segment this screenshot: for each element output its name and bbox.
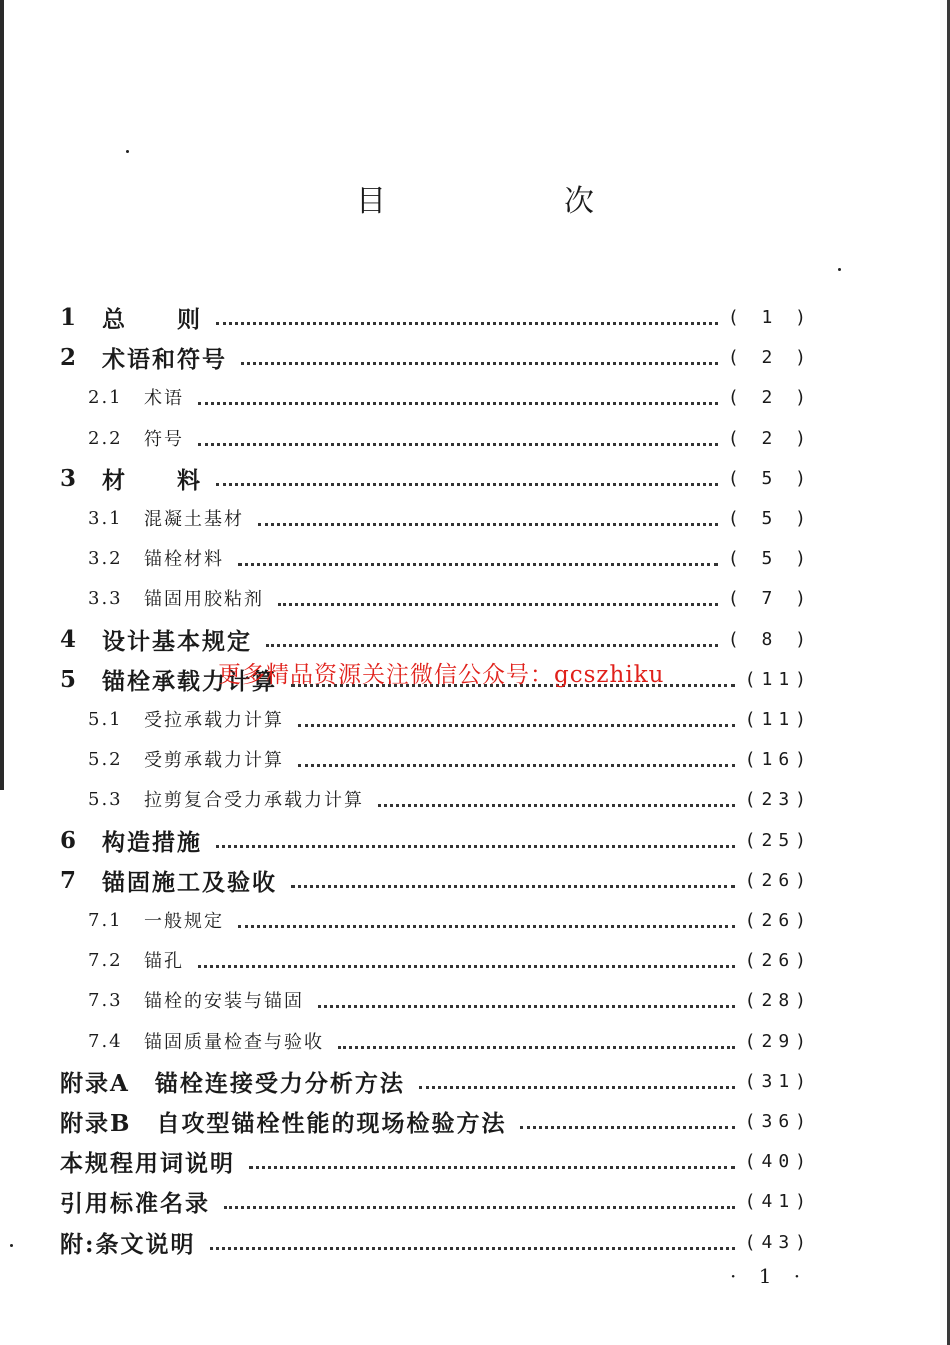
toc-entry-label: 术语 [144, 388, 184, 409]
toc-entry-label: 受剪承载力计算 [144, 750, 284, 771]
toc-entry-number: 3.1 [88, 507, 123, 529]
toc-entry-page: (26) [744, 949, 812, 971]
toc-entry-label: 锚固质量检查与验收 [144, 1032, 324, 1053]
toc-entry[interactable] [60, 342, 812, 372]
toc-entry-label: 锚固用胶粘剂 [144, 589, 264, 610]
scan-speck [126, 150, 129, 153]
toc-leader-dots [198, 442, 718, 446]
toc-entry[interactable] [88, 503, 812, 533]
toc-entry[interactable] [60, 302, 812, 332]
toc-leader-dots [291, 884, 735, 888]
footer-page-number: · 1 · [730, 1264, 809, 1288]
toc-entry-label: 符号 [144, 429, 184, 450]
toc-entry-number: 2.2 [88, 427, 123, 449]
toc-entry-label: 附:条文说明 [60, 1230, 196, 1258]
toc-entry-page: (41) [744, 1190, 812, 1212]
toc-entry-label: 材 料 [102, 466, 202, 494]
toc-entry-page: ( 5 ) [727, 467, 812, 489]
toc-entry-label: 设计基本规定 [102, 627, 252, 655]
toc-entry[interactable] [88, 1026, 812, 1056]
toc-entry-label: 附录A 锚栓连接受力分析方法 [60, 1069, 405, 1097]
toc-entry-page: (29) [744, 1030, 812, 1052]
toc-entry-number: 3.3 [88, 587, 123, 609]
toc-entry[interactable] [88, 905, 812, 935]
scan-edge-left [0, 0, 4, 790]
toc-entry-page: ( 2 ) [727, 386, 812, 408]
toc-leader-dots [520, 1125, 734, 1129]
toc-leader-dots [238, 562, 718, 566]
toc-entry-page: (25) [744, 829, 812, 851]
toc-leader-dots [198, 964, 735, 968]
toc-entry-label: 术语和符号 [102, 345, 227, 373]
toc-entry-page: (26) [744, 869, 812, 891]
scan-speck [838, 268, 841, 271]
toc-leader-dots [298, 763, 735, 767]
toc-entry-number: 7.1 [88, 909, 123, 931]
toc-entry-number: 7.3 [88, 989, 123, 1011]
toc-leader-dots [298, 723, 735, 727]
toc-leader-dots [419, 1085, 735, 1089]
toc-entry[interactable] [60, 865, 812, 895]
toc-entry[interactable] [88, 744, 812, 774]
toc-entry-number: 6 [60, 826, 79, 854]
toc-entry-number: 7.4 [88, 1030, 123, 1052]
toc-entry[interactable] [60, 1146, 812, 1176]
toc-leader-dots [249, 1165, 735, 1169]
toc-entry-label: 锚栓承载力计算 [102, 667, 277, 695]
toc-entry-page: (11) [744, 668, 812, 690]
toc-entry-number: 7 [60, 866, 79, 894]
toc-entry-page: ( 2 ) [727, 427, 812, 449]
toc-entry-label: 锚栓的安装与锚固 [144, 991, 304, 1012]
toc-entry-number: 3.2 [88, 547, 123, 569]
toc-entry-number: 7.2 [88, 949, 123, 971]
toc-entry-label: 引用标准名录 [60, 1189, 210, 1217]
toc-leader-dots [241, 361, 718, 365]
toc-leader-dots [378, 803, 735, 807]
toc-entry[interactable] [60, 624, 812, 654]
toc-entry[interactable] [60, 1227, 812, 1257]
toc-entry-page: ( 1 ) [727, 306, 812, 328]
toc-entry-label: 构造措施 [102, 828, 202, 856]
toc-entry[interactable] [88, 583, 812, 613]
toc-leader-dots [278, 602, 718, 606]
toc-entry-label: 锚栓材料 [144, 549, 224, 570]
toc-entry-number: 5 [60, 665, 79, 693]
toc-entry-page: (23) [744, 788, 812, 810]
toc-entry-label: 受拉承载力计算 [144, 710, 284, 731]
toc-entry-page: ( 5 ) [727, 547, 812, 569]
toc-leader-dots [198, 401, 718, 405]
toc-entry-label: 本规程用词说明 [60, 1149, 235, 1177]
scan-speck [10, 1244, 13, 1247]
toc-entry[interactable] [88, 382, 812, 412]
toc-entry-page: (28) [744, 989, 812, 1011]
toc-entry-number: 3 [60, 464, 79, 492]
toc-leader-dots [258, 522, 718, 526]
page-title: 目 次 [356, 184, 668, 219]
toc-leader-dots [224, 1205, 735, 1209]
toc-entry-page: (11) [744, 708, 812, 730]
toc-entry-number: 2 [60, 343, 79, 371]
toc-entry[interactable] [60, 825, 812, 855]
toc-entry-number: 1 [60, 303, 79, 331]
toc-entry[interactable] [60, 463, 812, 493]
toc-leader-dots [338, 1045, 735, 1049]
toc-entry-label: 混凝土基材 [144, 509, 244, 530]
toc-leader-dots [318, 1004, 735, 1008]
toc-entry-label: 锚孔 [144, 951, 184, 972]
toc-entry-label: 拉剪复合受力承载力计算 [144, 790, 364, 811]
toc-entry-page: (36) [744, 1110, 812, 1132]
toc-entry-label: 附录B 自攻型锚栓性能的现场检验方法 [60, 1109, 507, 1137]
toc-entry-number: 4 [60, 625, 79, 653]
toc-leader-dots [210, 1246, 735, 1250]
toc-entry[interactable] [88, 985, 812, 1015]
toc-entry-page: (16) [744, 748, 812, 770]
toc-entry-label: 总 则 [102, 305, 202, 333]
toc-entry-page: (40) [744, 1150, 812, 1172]
toc-entry-page: ( 7 ) [727, 587, 812, 609]
toc-entry[interactable] [88, 423, 812, 453]
toc-leader-dots [216, 321, 718, 325]
toc-leader-dots [238, 924, 735, 928]
toc-leader-dots [216, 844, 735, 848]
toc-entry[interactable] [88, 543, 812, 573]
toc-entry-page: ( 8 ) [727, 628, 812, 650]
toc-entry[interactable] [60, 1186, 812, 1216]
toc-entry[interactable] [88, 945, 812, 975]
toc-entry-number: 5.1 [88, 708, 123, 730]
toc-entry-label: 锚固施工及验收 [102, 868, 277, 896]
toc-entry[interactable] [60, 1066, 812, 1096]
toc-entry-number: 5.3 [88, 788, 123, 810]
toc-leader-dots [266, 643, 718, 647]
toc-entry[interactable] [88, 784, 812, 814]
toc-entry-page: (31) [744, 1070, 812, 1092]
watermark-text: 更多精品资源关注微信公众号：gcszhiku [218, 662, 665, 688]
toc-entry-number: 2.1 [88, 386, 123, 408]
toc-entry-page: (43) [744, 1231, 812, 1253]
toc-entry[interactable] [60, 1106, 812, 1136]
toc-entry-number: 5.2 [88, 748, 123, 770]
toc-entry-page: ( 2 ) [727, 346, 812, 368]
toc-leader-dots [216, 482, 718, 486]
toc-entry-page: (26) [744, 909, 812, 931]
toc-entry-page: ( 5 ) [727, 507, 812, 529]
toc-entry[interactable] [88, 704, 812, 734]
toc-entry-label: 一般规定 [144, 911, 224, 932]
